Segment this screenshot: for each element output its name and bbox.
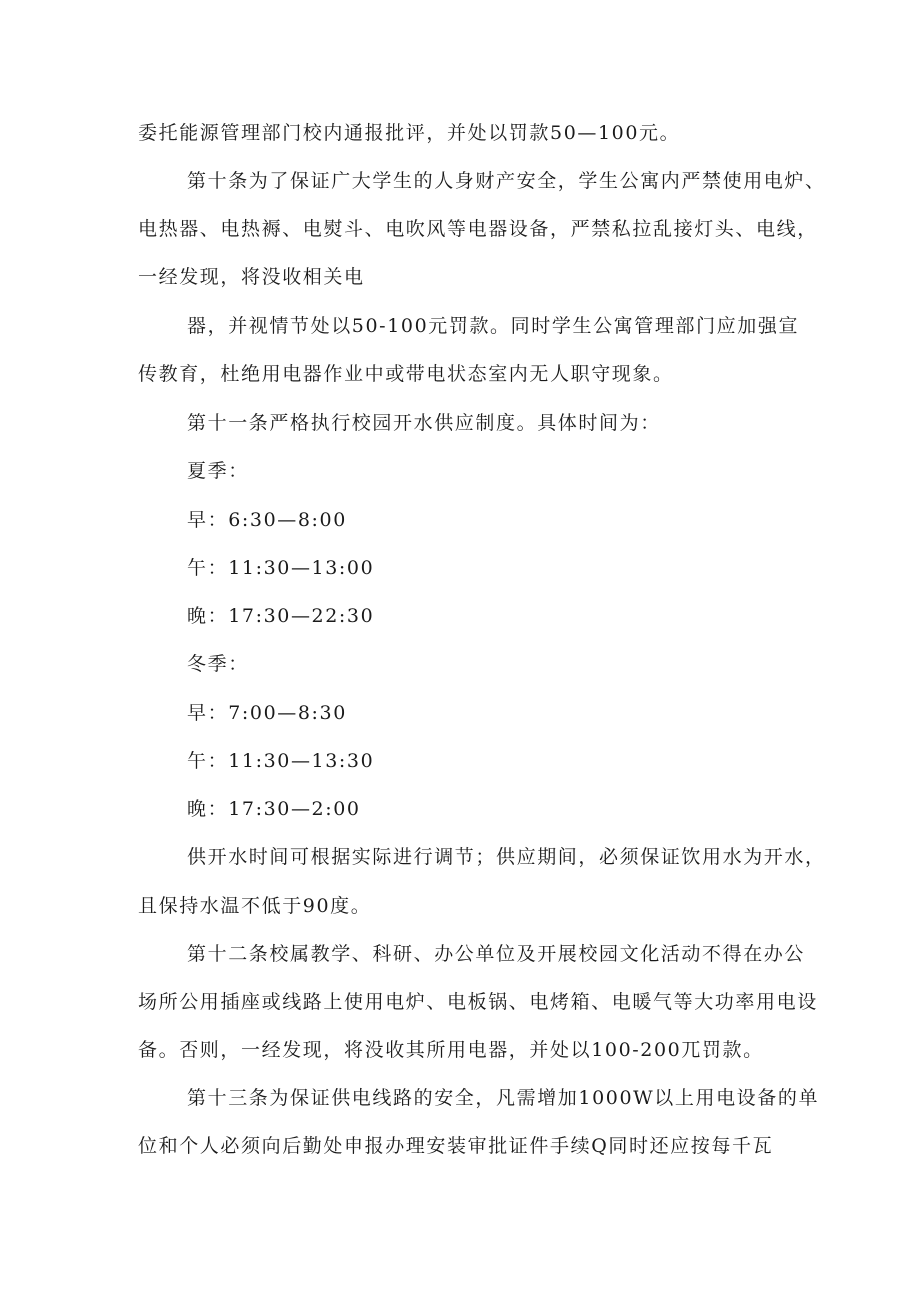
- paragraph-line: 一经发现，将没收相关电: [138, 266, 365, 288]
- paragraph-line: 电热器、电热褥、电熨斗、电吹风等电器设备，严禁私拉乱接灯头、电线，: [138, 218, 818, 240]
- paragraph-line: 器，并视情节处以50-100元罚款。同时学生公寓管理部门应加强宣: [187, 315, 800, 337]
- paragraph-line: 第十条为了保证广大学生的人身财产安全，学生公寓内严禁使用电炉、: [187, 170, 826, 192]
- paragraph-line: 第十三条为保证供电线路的安全，凡需增加1000W以上用电设备的单: [187, 1087, 820, 1109]
- paragraph-line: 委托能源管理部门校内通报批评，并处以罚款50—100元。: [138, 122, 681, 144]
- schedule-line: 早：7:00—8:30: [187, 702, 347, 724]
- paragraph-line: 第十一条严格执行校园开水供应制度。具体时间为：: [187, 412, 661, 434]
- schedule-line: 午：11:30—13:00: [187, 557, 375, 579]
- paragraph-line: 传教育，杜绝用电器作业中或带电状态室内无人职守现象。: [138, 363, 674, 385]
- schedule-line: 午：11:30—13:30: [187, 750, 375, 772]
- season-heading: 冬季：: [187, 653, 249, 675]
- schedule-line: 早：6:30—8:00: [187, 509, 347, 531]
- paragraph-line: 供开水时间可根据实际进行调节；供应期间，必须保证饮用水为开水，: [187, 846, 826, 868]
- paragraph-line: 且保持水温不低于90度。: [138, 895, 372, 917]
- paragraph-line: 第十二条校属教学、科研、办公单位及开展校园文化活动不得在办公: [187, 943, 806, 965]
- schedule-line: 晚：17:30—2:00: [187, 798, 361, 820]
- paragraph-line: 场所公用插座或线路上使用电炉、电板锅、电烤箱、电暖气等大功率用电设: [138, 991, 818, 1013]
- season-heading: 夏季：: [187, 460, 249, 482]
- paragraph-line: 备。否则，一经发现，将没收其所用电器，并处以100-200兀罚款。: [138, 1039, 764, 1061]
- paragraph-line: 位和个人必须向后勤处申报办理安装审批证件手续Q同时还应按每千瓦: [138, 1135, 774, 1157]
- schedule-line: 晚：17:30—22:30: [187, 605, 375, 627]
